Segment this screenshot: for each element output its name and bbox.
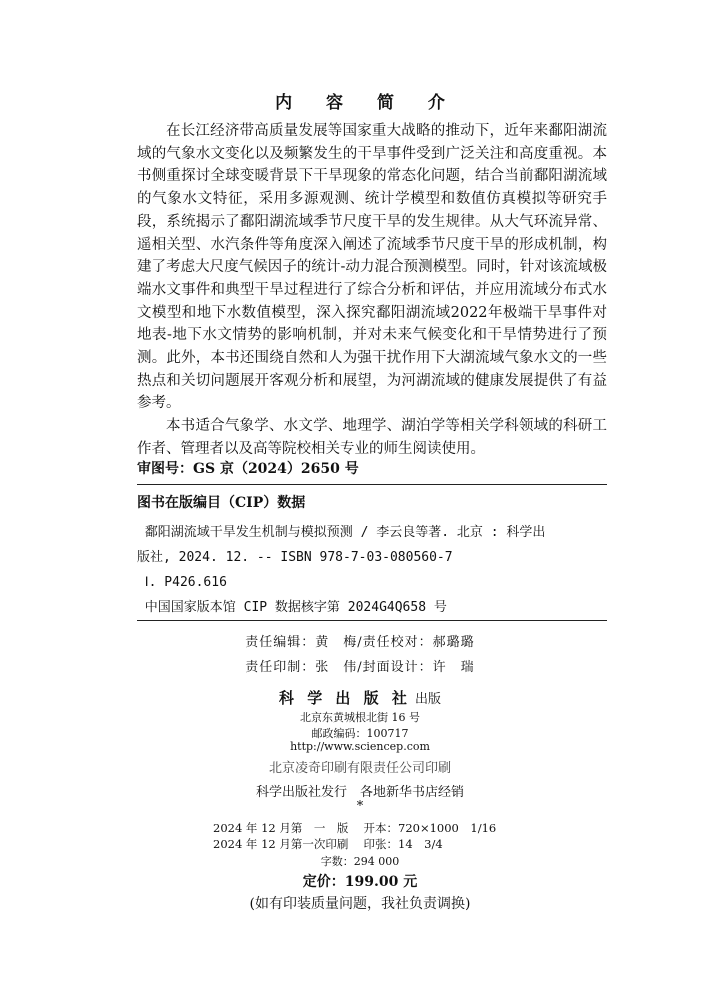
price: 定价：199.00 元 (302, 874, 418, 890)
cip-block (137, 492, 607, 620)
publisher-action: 出版 (415, 692, 442, 707)
publisher-line (0, 687, 720, 708)
cip-line-4: 中国国家版本馆 CIP 数据核字第 2024G4Q658 号 (144, 600, 447, 615)
publisher-address: 北京东黄城根北街 16 号 (300, 711, 420, 724)
staff-line-2: 责任印制：张 伟/封面设计：许 瑞 (245, 660, 475, 675)
publisher-postcode: 邮政编码：100717 (311, 727, 409, 740)
cip-top-rule (137, 484, 607, 485)
edition-line: 2024 年 12 月第 一 版 开本：720×1000 1/16 (213, 821, 497, 835)
edition-specs (213, 820, 496, 852)
word-count: 字数：294 000 (320, 855, 400, 868)
quality-notice: (如有印装质量问题，我社负责调换) (249, 896, 471, 912)
cip-heading: 图书在版编目（CIP）数据 (137, 495, 306, 511)
printer-line: 北京凌奇印刷有限责任公司印刷 (268, 761, 451, 776)
publisher-website: http://www.sciencep.com (290, 740, 430, 753)
summary-title: 内 容 简 介 (275, 93, 459, 113)
publisher-name: 科 学 出 版 社 (278, 689, 411, 707)
staff-line-1: 责任编辑：黄 梅/责任校对：郝璐璐 (245, 635, 475, 650)
summary-paragraph-1: 在长江经济带高质量发展等国家重大战略的推动下，近年来鄱阳湖流域的气象水文变化以及频繁发生的干旱事件受到广泛关注和高度重视。本书侧重探讨全球变暖背景下干旱现象的常态化问题，结合当前鄱阳湖流域的气象水文特征，采用多源观测、统计学模型和数值仿真模拟等研究手段，系统揭示了鄱阳湖流域季节尺度干旱的发生规律。从大气环流异常、遥相关型、水汽条件等角度深入阐述了流域季节尺度干旱的形成机制，构建了考虑大尺度气候因子的统计-动力混合预测模型。同时，针对该流域极端水文事件和典型干旱过程进行了综合分析和评估，并应用流域分布式水文模型和地下水数值模型，深入探究鄱阳湖流域2022年极端干旱事件对地表-地下水文情势的影响机制，并对未来气候变化和干旱情势进行了预测。此外，本书还围绕自然和人为强干扰作用下大湖流域气象水文的一些热点和关切问题展开客观分析和展望，为河湖流域的健康发展提供了有益参考。 (137, 123, 607, 412)
printing-line: 2024 年 12 月第一次印刷 印张：14 3/4 (213, 837, 443, 851)
cip-line-3: Ⅰ. P426.616 (144, 575, 227, 590)
cip-bottom-rule (137, 620, 607, 621)
distribution-line: 科学出版社发行 各地新华书店经销 (255, 785, 464, 800)
separator-star: * (356, 799, 364, 814)
cip-line-2: 版社, 2024. 12. -- ISBN 978-7-03-080560-7 (137, 550, 453, 565)
summary-paragraph-2: 本书适合气象学、水文学、地理学、湖泊学等相关学科领域的科研工作者、管理者以及高等院校相关专业的师生阅读使用。 (137, 418, 607, 457)
summary-body (137, 120, 607, 461)
map-approval-number: 审图号：GS 京（2024）2650 号 (137, 461, 359, 477)
cip-line-1: 鄱阳湖流域干旱发生机制与模拟预测 / 李云良等著. 北京 : 科学出 (144, 525, 546, 540)
